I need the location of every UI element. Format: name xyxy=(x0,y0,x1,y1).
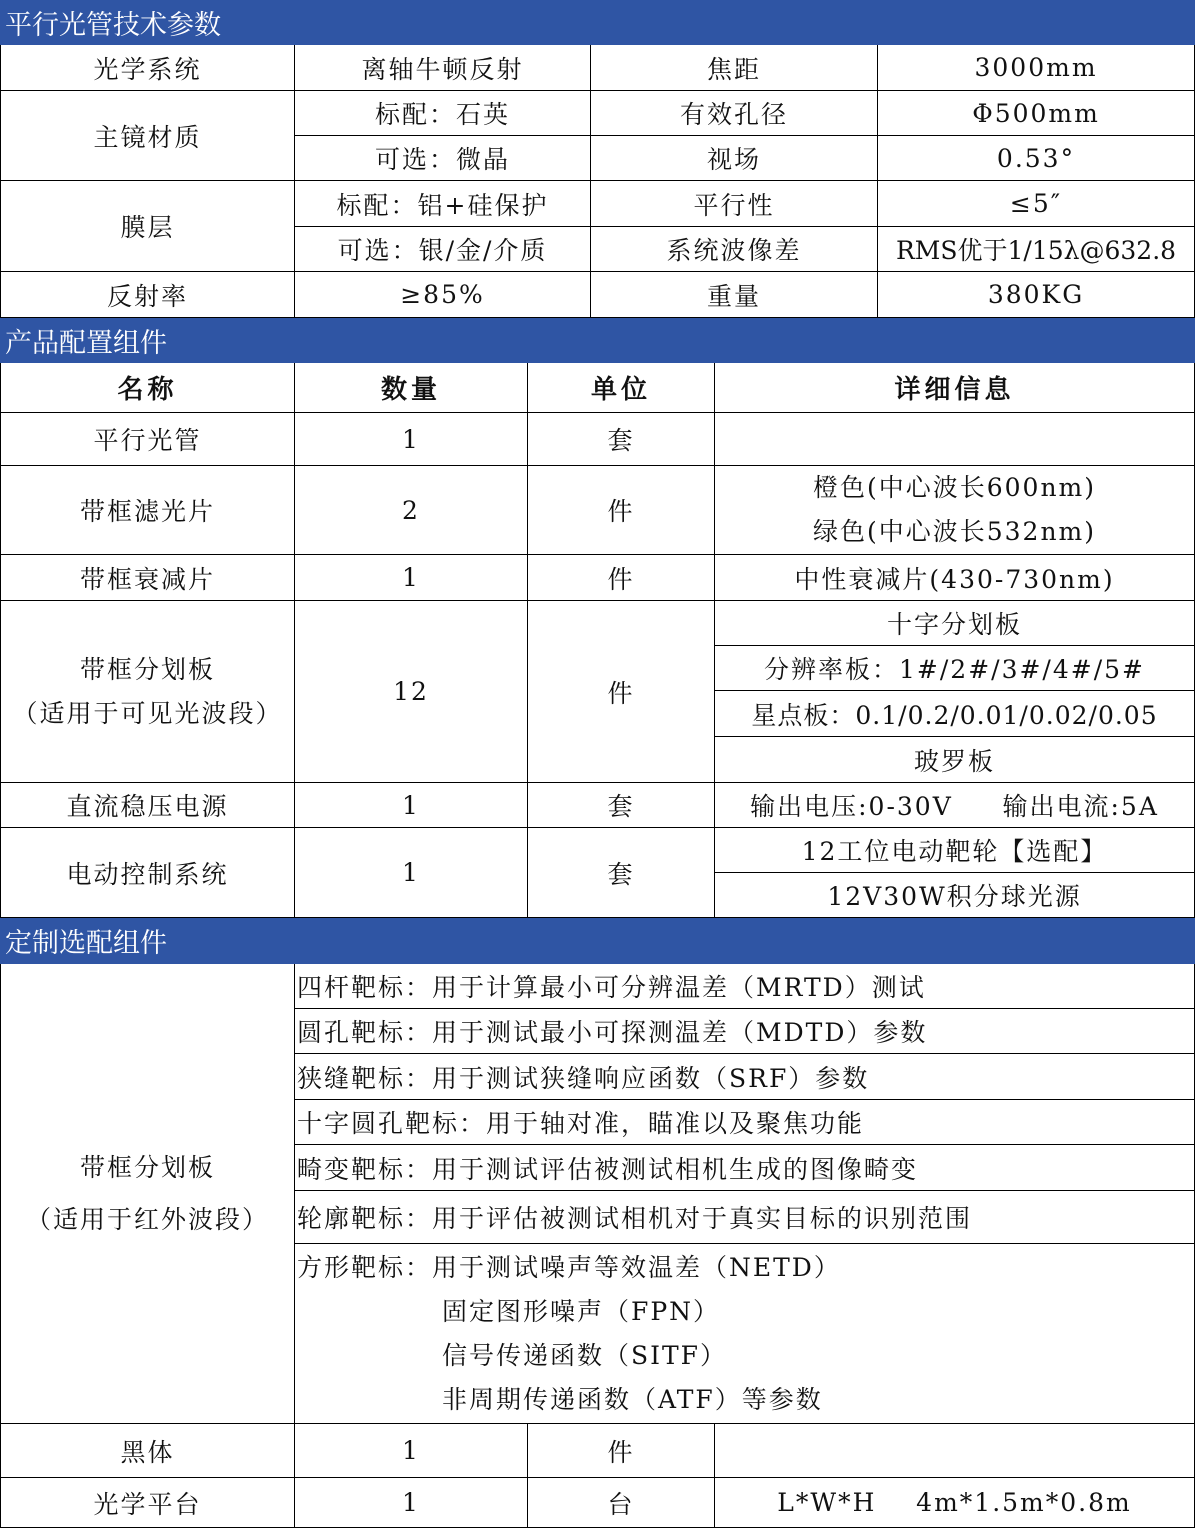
item-quantity: 1 xyxy=(295,1424,528,1478)
target-description: 圆孔靶标：用于测试最小可探测温差（MDTD）参数 xyxy=(295,1009,1195,1054)
value-coating-standard: 标配：铝+硅保护 xyxy=(295,181,591,227)
target-description: 四杆靶标：用于计算最小可分辨温差（MRTD）测试 xyxy=(295,964,1195,1009)
target-description: 十字圆孔靶标：用于轴对准，瞄准以及聚焦功能 xyxy=(295,1100,1195,1145)
item-name: 光学平台 xyxy=(1,1478,295,1528)
item-unit: 套 xyxy=(528,828,715,918)
item-quantity: 1 xyxy=(295,1478,528,1528)
item-details: 星点板：0.1/0.2/0.01/0.02/0.05 xyxy=(715,691,1195,737)
label-focal-length: 焦距 xyxy=(591,45,878,91)
value-weight: 380KG xyxy=(878,272,1195,318)
section-banner-fill xyxy=(295,918,1195,964)
value-focal-length: 3000mm xyxy=(878,45,1195,91)
item-name: 带框滤光片 xyxy=(1,466,295,555)
item-name: 电动控制系统 xyxy=(1,828,295,918)
label-mirror-material: 主镜材质 xyxy=(1,91,295,181)
label-aperture: 有效孔径 xyxy=(591,91,878,136)
value-reflectance: ≥85% xyxy=(295,272,591,318)
item-name: 黑体 xyxy=(1,1424,295,1478)
item-name: 带框衰减片 xyxy=(1,555,295,601)
label-coating: 膜层 xyxy=(1,181,295,272)
ir-reticle-name-line: （适用于红外波段） xyxy=(25,1204,269,1234)
item-unit: 件 xyxy=(528,1424,715,1478)
column-header-unit: 单位 xyxy=(528,363,715,413)
item-name-line: 带框分划板 xyxy=(79,654,215,684)
value-parallelism: ≤5″ xyxy=(878,181,1195,227)
item-details: 12V30W积分球光源 xyxy=(715,873,1195,918)
label-wavefront-error: 系统波像差 xyxy=(591,227,878,272)
item-name: 平行光管 xyxy=(1,413,295,466)
item-details: L*W*H 4m*1.5m*0.8m xyxy=(715,1478,1195,1528)
target-line: 固定图形噪声（FPN） xyxy=(442,1296,721,1326)
value-aperture: Φ500mm xyxy=(878,91,1195,136)
target-description: 畸变靶标：用于测试评估被测试相机生成的图像畸变 xyxy=(295,1145,1195,1191)
label-optical-system: 光学系统 xyxy=(1,45,295,91)
item-unit: 套 xyxy=(528,413,715,466)
section-title-technical-params: 平行光管技术参数 xyxy=(1,1,1195,45)
item-quantity: 1 xyxy=(295,783,528,828)
value-field-of-view: 0.53° xyxy=(878,136,1195,181)
item-details: 十字分划板 xyxy=(715,601,1195,646)
ir-reticle-name-line: 带框分划板 xyxy=(79,1152,215,1182)
target-line: 信号传递函数（SITF） xyxy=(442,1340,728,1370)
target-description: 轮廓靶标：用于评估被测试相机对于真实目标的识别范围 xyxy=(295,1191,1195,1244)
item-details: 12工位电动靶轮【选配】 xyxy=(715,828,1195,873)
label-parallelism: 平行性 xyxy=(591,181,878,227)
value-coating-optional: 可选：银/金/介质 xyxy=(295,227,591,272)
target-description: 狭缝靶标：用于测试狭缝响应函数（SRF）参数 xyxy=(295,1054,1195,1100)
target-line: 方形靶标：用于测试噪声等效温差（NETD） xyxy=(297,1252,841,1282)
detail-line: 绿色(中心波长532nm) xyxy=(812,517,1097,546)
value-optical-system: 离轴牛顿反射 xyxy=(295,45,591,91)
item-unit: 件 xyxy=(528,555,715,601)
label-field-of-view: 视场 xyxy=(591,136,878,181)
item-details xyxy=(715,466,1195,555)
item-details: 玻罗板 xyxy=(715,737,1195,783)
item-details: 输出电压:0-30V 输出电流:5A xyxy=(715,783,1195,828)
item-quantity: 2 xyxy=(295,466,528,555)
item-quantity: 12 xyxy=(295,601,528,783)
item-name xyxy=(1,601,295,783)
item-unit: 件 xyxy=(528,466,715,555)
item-details xyxy=(715,1424,1195,1478)
square-target-description xyxy=(295,1244,1195,1424)
ir-reticle-name xyxy=(1,964,295,1424)
item-details: 中性衰减片(430-730nm) xyxy=(715,555,1195,601)
item-unit: 台 xyxy=(528,1478,715,1528)
column-header-quantity: 数量 xyxy=(295,363,528,413)
value-mirror-standard: 标配：石英 xyxy=(295,91,591,136)
item-quantity: 1 xyxy=(295,555,528,601)
item-quantity: 1 xyxy=(295,828,528,918)
item-quantity: 1 xyxy=(295,413,528,466)
section-title-config-components: 产品配置组件 xyxy=(1,318,1195,363)
item-name: 直流稳压电源 xyxy=(1,783,295,828)
item-name-line: （适用于可见光波段） xyxy=(12,698,283,728)
item-unit: 件 xyxy=(528,601,715,783)
value-wavefront-error: RMS优于1/15λ@632.8 xyxy=(878,227,1195,272)
value-mirror-optional: 可选：微晶 xyxy=(295,136,591,181)
item-details: 分辨率板：1#/2#/3#/4#/5# xyxy=(715,646,1195,691)
label-reflectance: 反射率 xyxy=(1,272,295,318)
target-line: 非周期传递函数（ATF）等参数 xyxy=(442,1384,823,1414)
item-unit: 套 xyxy=(528,783,715,828)
label-weight: 重量 xyxy=(591,272,878,318)
item-details xyxy=(715,413,1195,466)
column-header-name: 名称 xyxy=(1,363,295,413)
column-header-details: 详细信息 xyxy=(715,363,1195,413)
section-title-custom-components: 定制选配组件 xyxy=(1,918,295,964)
detail-line: 橙色(中心波长600nm) xyxy=(812,473,1097,502)
